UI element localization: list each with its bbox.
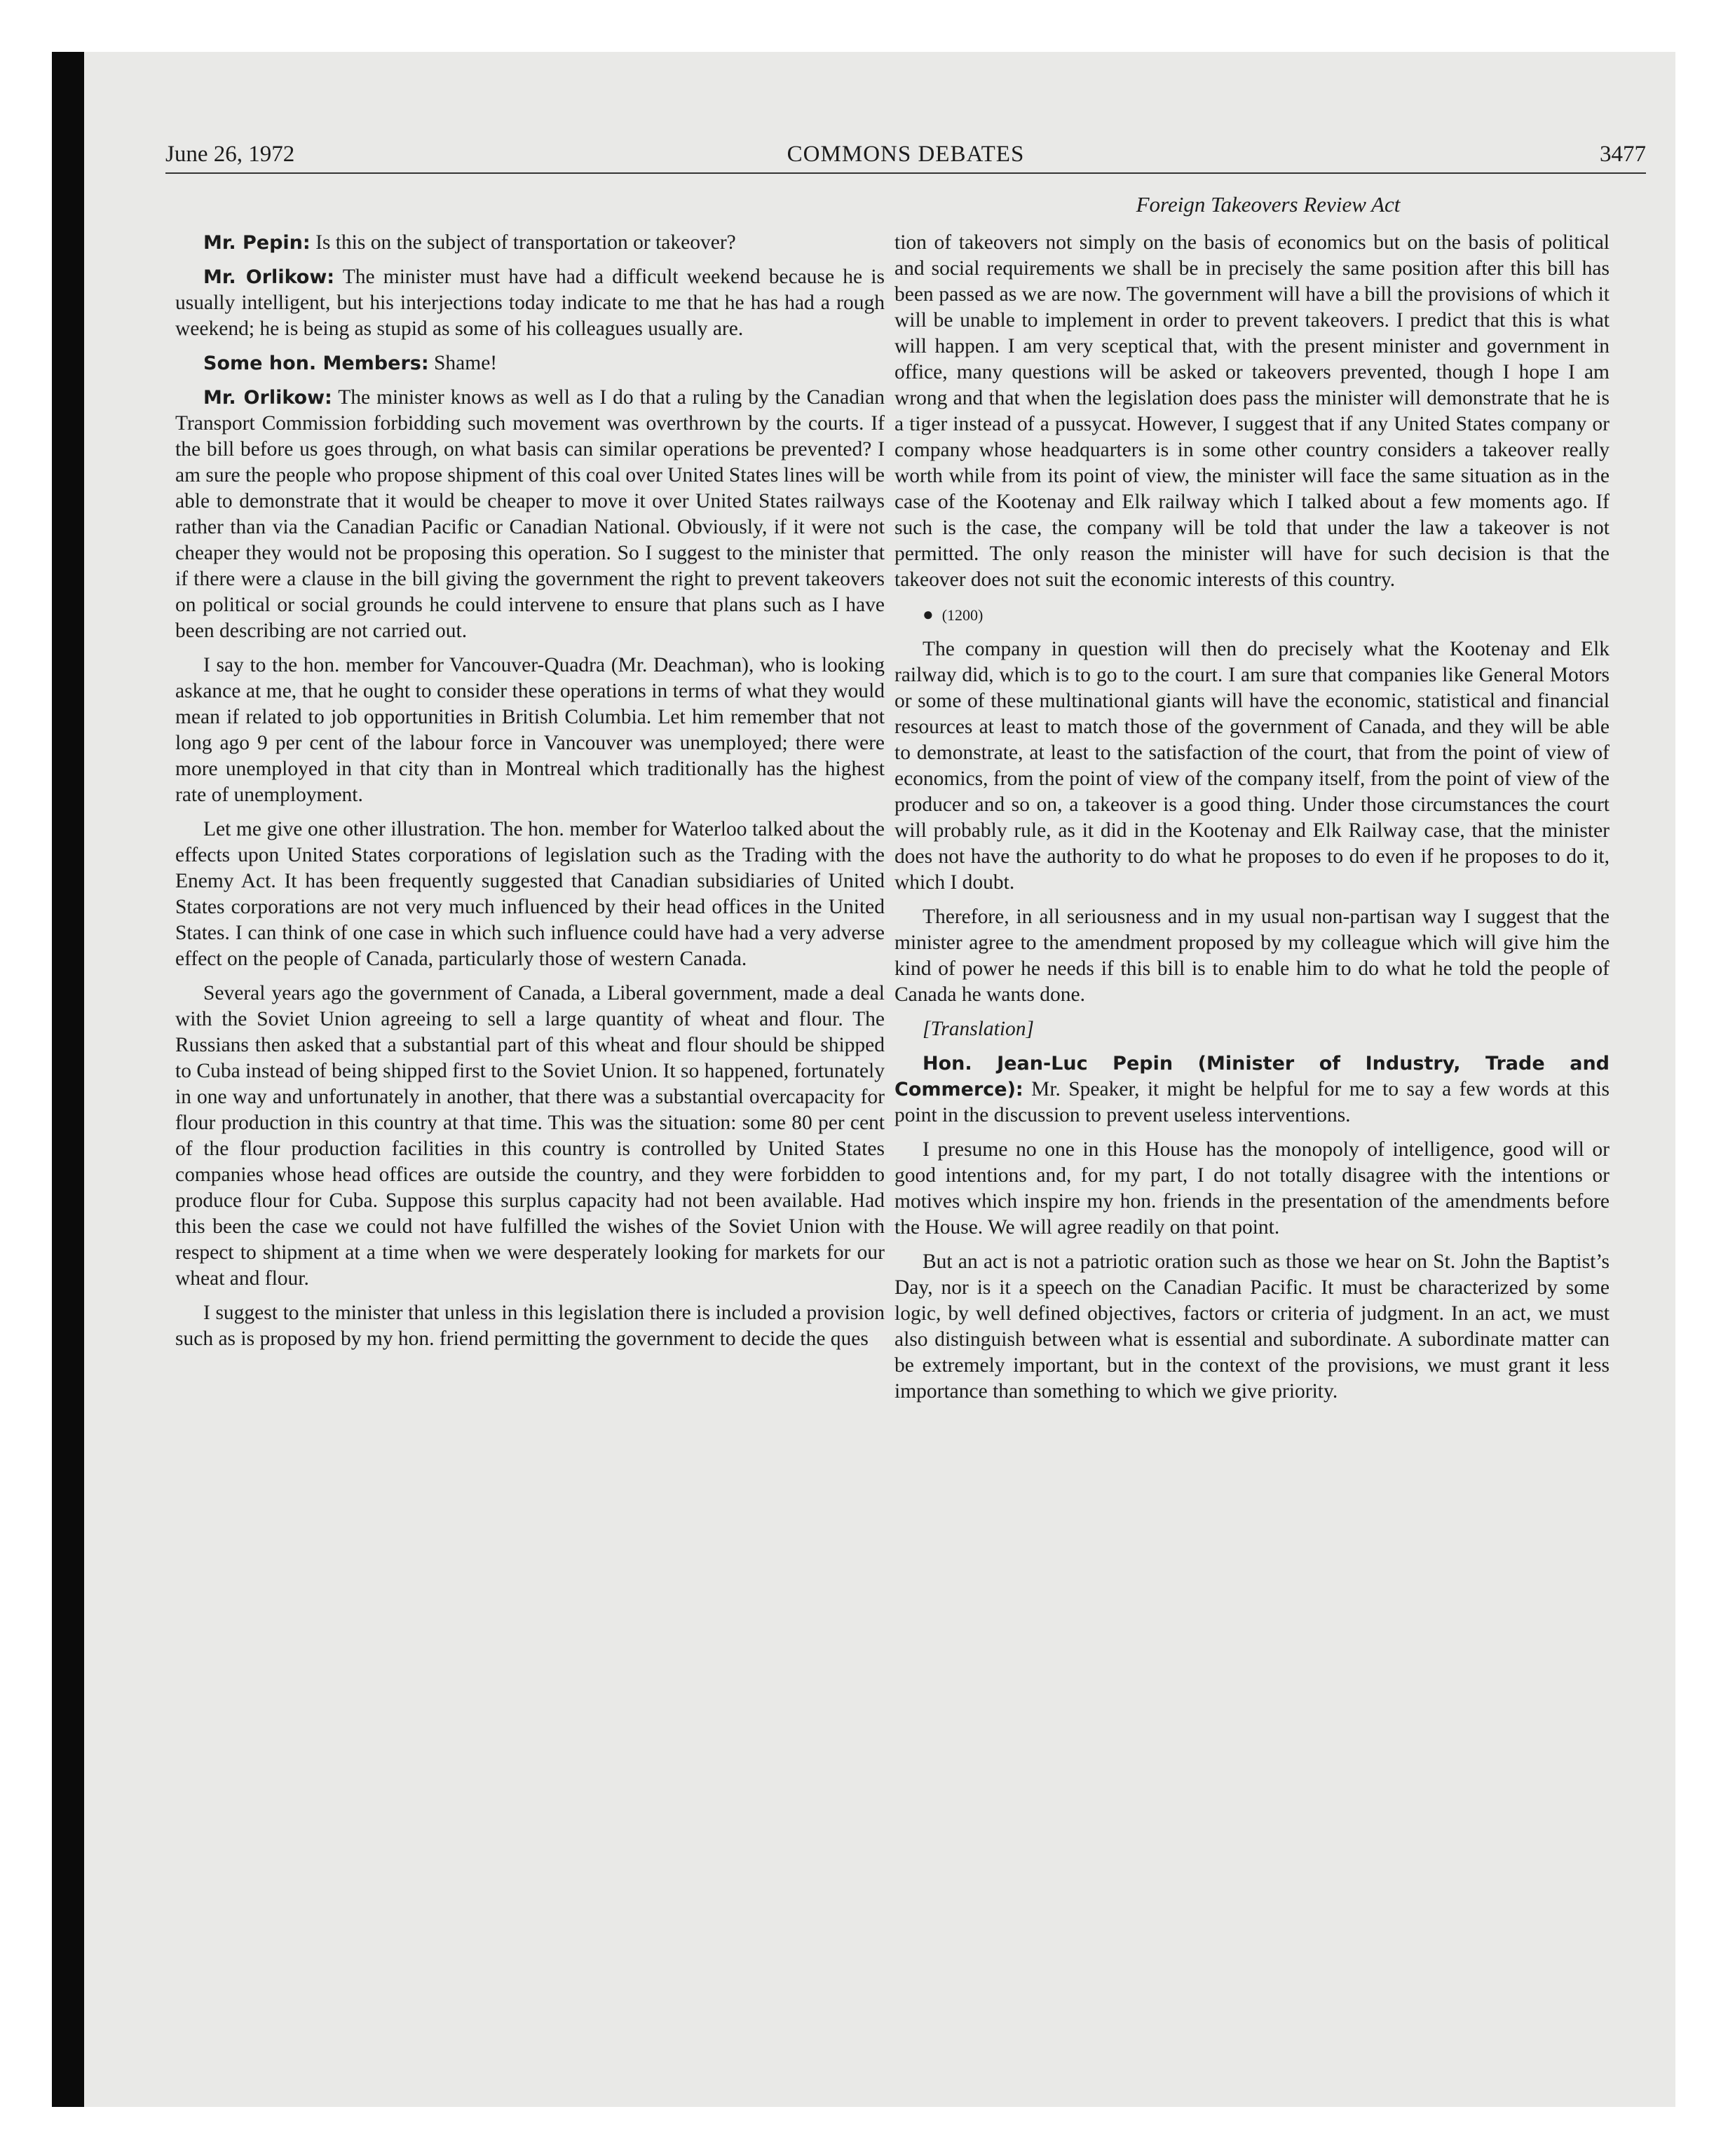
- header-title: COMMONS DEBATES: [787, 142, 1025, 167]
- paragraph: [175, 350, 885, 376]
- paragraph-text: Is this on the subject of transportation or takeover?: [315, 231, 736, 254]
- time-marker-text: (1200): [941, 606, 984, 624]
- speaker-name: Mr. Orlikow:: [203, 387, 332, 409]
- speaker-name: Mr. Orlikow:: [203, 266, 335, 288]
- paragraph: [175, 230, 885, 256]
- speaker-name: Some hon. Members:: [203, 353, 429, 374]
- running-header: [165, 136, 1646, 174]
- scan-edge-bar: [52, 52, 84, 2107]
- paragraph: The company in question will then do precisely what the Kootenay and Elk railway did, which is to go to the court. I am sure that companies like General Motors or some of these multinational giants will have the economic, statistical and financial resources at least to match those of the government of Canada, and they will be able to demonstrate, at least to the satisfaction of the court, that from the point of view of economics, from the point of view of the company itself, from the point of view of the producer and so on, a takeover is a good thing. Under those circumstances the court will probably rule, as it did in the Kootenay and Elk Railway case, that the minister does not have the authority to do what he proposes to do even if he proposes to do it, which I doubt.: [894, 638, 1610, 894]
- paragraph: Therefore, in all seriousness and in my usual non-partisan way I suggest that the minister agree to the amendment proposed by my colleague which will give him the kind of power he needs if this bill is to enable him to do what he told the people of Canada he wants done.: [894, 906, 1610, 1006]
- time-marker: [894, 601, 1610, 628]
- translation-label: [Translation]: [923, 1018, 1035, 1040]
- speaker-name: Hon. Jean-Luc Pepin (Minister of Industry, Trade and Commerce):: [894, 1053, 1610, 1100]
- paragraph: [894, 1051, 1610, 1128]
- paragraph: I presume no one in this House has the monopoly of intelligence, good will or good intentions and, for my part, I do not totally disagree with the intentions or motives which inspire my hon. friends in the presentation of the amendments before the House. We will agree readily on that point.: [894, 1138, 1610, 1239]
- column-heading: Foreign Takeovers Review Act: [1136, 192, 1401, 217]
- speaker-name: Mr. Pepin:: [203, 232, 311, 254]
- paragraph: But an act is not a patriotic oration such as those we hear on St. John the Baptist’s Day, nor is it a speech on the Canadian Pacific. It must be characterized by some logic, by well defined objectives, factors or criteria of judgment. In an act, we must also distinguish between what is essential and subordinate. A subordinate matter can be extremely important, but in the context of the provisions, we must grant it less importance than something to which we give priority.: [894, 1250, 1610, 1403]
- paragraph-text: The minister knows as well as I do that a ruling by the Canadian Transport Commission forbidding such movement was overthrown by the courts. If the bill before us goes through, on what basis can similar operations be prevented? I am sure the people who propose shipment of this coal over United States lines will be able to demonstrate that it would be cheaper to move it over United States railways rather than via the Canadian Pacific or Canadian National. Obviously, if it were not cheaper they would not be proposing this operation. So I suggest to the minister that if there were a clause in the bill giving the government the right to prevent takeovers on political or social grounds he could intervene to ensure that plans such as I have been describing are not carried out.: [175, 386, 885, 642]
- paragraph: Let me give one other illustration. The hon. member for Waterloo talked about the effects upon United States corporations of legislation such as the Trading with the Enemy Act. It has been frequently suggested that Canadian subsidiaries of United States corporations are not very much influenced by their head offices in the United States. I can think of one case in which such influence could have had a very adverse effect on the people of Canada, particularly those of western Canada.: [175, 818, 885, 970]
- paragraph-text: The minister must have had a difficult weekend because he is usually intelligent, but his interjections today indicate to me that he has had a rough weekend; he is being as stupid as some of his colleagues usually are.: [175, 266, 885, 340]
- header-page-number: 3477: [1600, 142, 1646, 167]
- paragraph: I say to the hon. member for Vancouver-Quadra (Mr. Deachman), who is looking askance at me, that he ought to consider these operations in terms of what they would mean if related to job opportunities in British Columbia. Let him remember that not long ago 9 per cent of the labour force in Vancouver was unemployed; there were more unemployed in that city than in Montreal which traditionally has the highest rate of unemployment.: [175, 654, 885, 806]
- document-page: [52, 52, 1675, 2107]
- paragraph-text: Shame!: [434, 352, 498, 374]
- paragraph: I suggest to the minister that unless in this legislation there is included a provision such as is proposed by my hon. friend permitting the government to decide the ques: [175, 1302, 885, 1350]
- paragraph: Several years ago the government of Canada, a Liberal government, made a deal with the Soviet Union agreeing to sell a large quantity of wheat and flour. The Russians then asked that a substantial part of this wheat and flour should be shipped to Cuba instead of being shipped first to the Soviet Union. It so happened, fortunately in one way and unfortunately in another, that there was a substantial overcapacity for flour production in this country at that time. This was the situation: some 80 per cent of the flour production facilities in this country is controlled by United States companies whose head offices are outside the country, and they were forbidden to produce flour for Cuba. Suppose this surplus capacity had not been available. Had this been the case we could not have fulfilled the wishes of the Soviet Union with respect to shipment at a time when we were desperately looking for markets for our wheat and flour.: [175, 982, 885, 1290]
- paragraph: [175, 385, 885, 644]
- left-column: [175, 230, 885, 1360]
- paragraph: tion of takeovers not simply on the basis of economics but on the basis of political and social requirements we shall be in precisely the same position after this bill has been passed as we are now. The government will have a bill the provisions of which it will be unable to implement in order to prevent takeovers. I predict that this is what will happen. I am very sceptical that, with the present minister and government in office, many questions will be asked or takeovers prevented, though I hope I am wrong and that when the legislation does pass the minister will demonstrate that he is a tiger instead of a pussycat. However, I suggest that if any United States company or company whose headquarters is in some other country considers a takeover really worth while from its point of view, the minister will face the same situation as in the case of the Kootenay and Elk railway which I talked about a few moments ago. If such is the case, the company will be told that under the law a takeover is not permitted. The only reason the minister will have for such decision is that the takeover does not suit the economic interests of this country.: [894, 231, 1610, 591]
- paragraph-text: Mr. Speaker, it might be helpful for me to say a few words at this point in the discussion to prevent useless interventions.: [894, 1078, 1610, 1126]
- paragraph: [175, 264, 885, 342]
- header-date: June 26, 1972: [165, 142, 295, 167]
- bullet-icon: ●: [923, 604, 934, 625]
- right-column: [894, 230, 1610, 1413]
